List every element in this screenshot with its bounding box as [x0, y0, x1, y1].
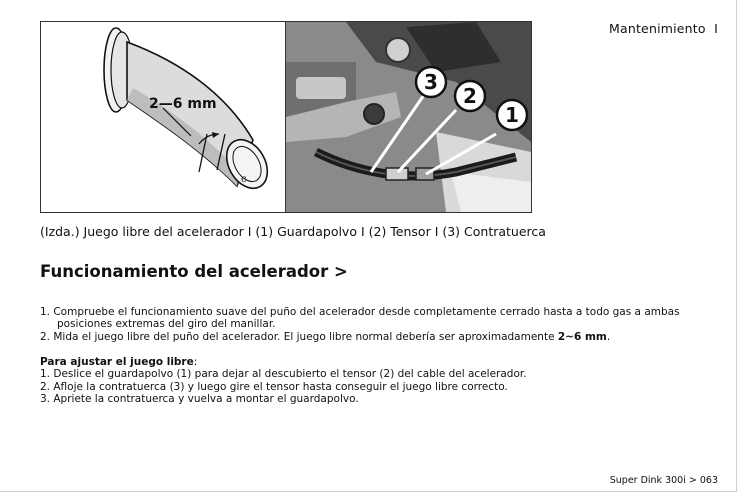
page-footer: Super Dink 300i > 063 — [609, 475, 718, 486]
adjust-title — [40, 356, 710, 368]
free-play-value: 2~6 mm — [557, 330, 607, 343]
callout-3-number: 3 — [424, 70, 438, 94]
cable-adjuster-drawing — [286, 22, 531, 212]
adjust-title-text: Para ajustar el juego libre — [40, 356, 194, 368]
cable-adjuster-photo — [285, 21, 532, 213]
adjust-title-colon: : — [193, 356, 198, 368]
check-item-2-text: 2. Mida el juego libre del puño del acelerador. El juego libre normal debería ser aproximadamente — [40, 330, 558, 343]
callout-2-number: 2 — [463, 84, 477, 108]
throttle-grip-drawing — [41, 22, 285, 212]
free-play-label: 2—6 mm — [149, 96, 217, 112]
check-item-1-cont — [40, 318, 710, 330]
callout-1-number: 1 — [505, 103, 519, 127]
section-heading: Funcionamiento del acelerador > — [40, 262, 348, 281]
adjust-step-1: 1. Deslice el guardapolvo (1) para dejar al descubierto el tensor (2) del cable del acelerador. — [40, 368, 527, 381]
check-item-1 — [40, 306, 710, 318]
callout-2 — [455, 81, 485, 111]
section-separator: I — [714, 21, 718, 36]
callout-3 — [416, 67, 446, 97]
adjust-step-3: 3. Apriete la contratuerca y vuelva a montar el guardapolvo. — [40, 393, 359, 406]
check-item-2 — [40, 331, 710, 343]
callout-1 — [497, 100, 527, 130]
check-item-2-end: . — [606, 330, 611, 343]
figure-caption: (Izda.) Juego libre del acelerador I (1) Guardapolvo I (2) Tensor I (3) Contratuerca — [40, 224, 546, 239]
section-title-text: Mantenimiento — [608, 21, 706, 36]
grip-letter: c — [241, 174, 247, 185]
check-instructions — [40, 306, 710, 343]
adjust-step-2: 2. Afloje la contratuerca (3) y luego gire el tensor hasta conseguir el juego libre correcto. — [40, 380, 508, 393]
section-title — [609, 21, 718, 36]
check-item-1-line-2: posiciones extremas del giro del manillar. — [57, 318, 276, 331]
adjust-instructions — [40, 356, 710, 406]
check-item-1-line-1: 1. Compruebe el funcionamiento suave del puño del acelerador desde completamente cerrado hasta a todo gas a ambas — [40, 306, 680, 318]
throttle-grip-figure — [40, 21, 286, 213]
